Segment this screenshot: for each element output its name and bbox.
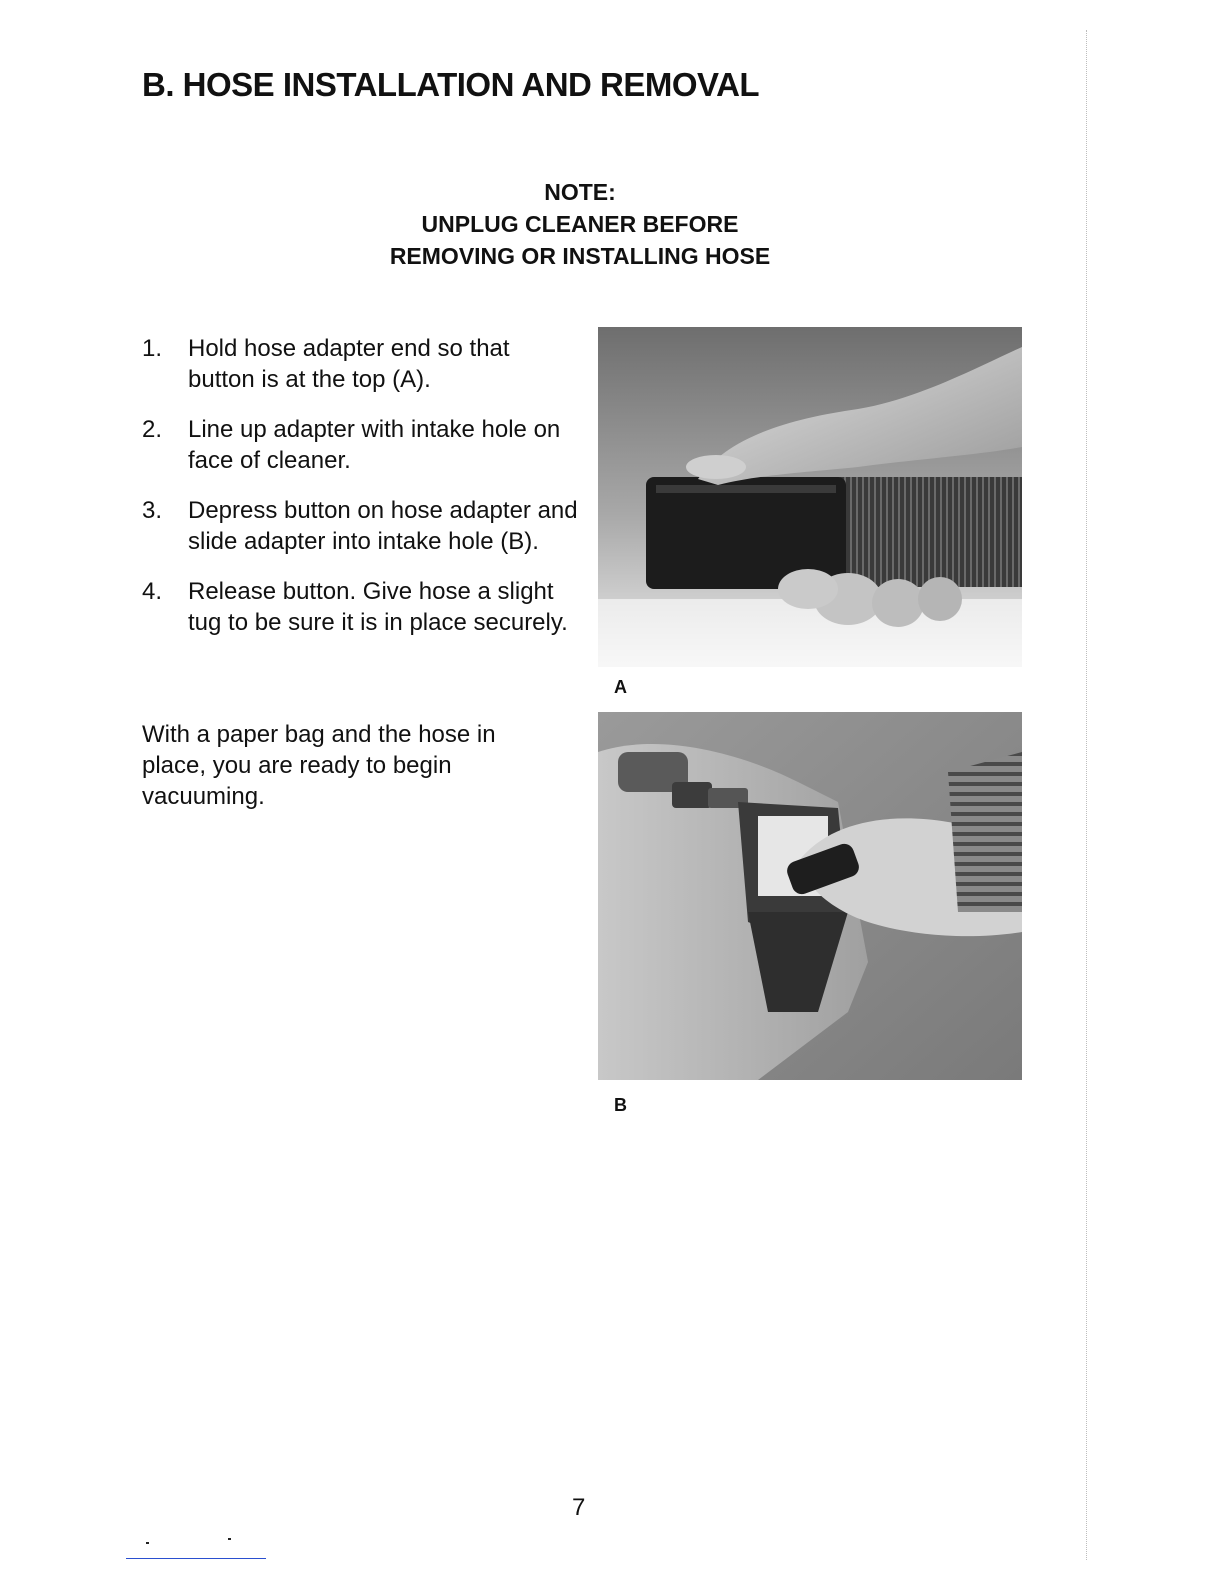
step-item — [142, 576, 582, 638]
instruction-steps — [142, 333, 582, 657]
note-line-1: UNPLUG CLEANER BEFORE — [421, 211, 739, 237]
scan-speck — [228, 1538, 231, 1540]
scan-margin-line — [1086, 30, 1087, 1560]
figure-b-caption: B — [614, 1095, 627, 1115]
step-number: 4. — [142, 578, 163, 605]
figure-a-caption: A — [614, 677, 627, 697]
step-item — [142, 414, 582, 476]
scan-speck — [146, 1542, 149, 1544]
step-number: 1. — [142, 335, 163, 362]
step-text: Hold hose adapter end so that button is at the top (A). — [188, 335, 510, 393]
photo-a-hose-adapter — [598, 327, 1022, 667]
note-line-2: REMOVING OR INSTALLING HOSE — [389, 243, 771, 269]
step-number: 3. — [142, 497, 163, 524]
step-item — [142, 333, 582, 395]
photo-b-intake-hole — [598, 712, 1022, 1080]
step-text: Line up adapter with intake hole on face of cleaner. — [188, 416, 561, 474]
footer-rule — [126, 1558, 266, 1559]
section-title: B. HOSE INSTALLATION AND REMOVAL — [142, 66, 760, 103]
step-item — [142, 495, 582, 557]
hand-holding-adapter-image — [598, 327, 1022, 667]
adapter-into-intake-image — [598, 712, 1022, 1080]
step-text: Release button. Give hose a slight tug to be sure it is in place securely. — [188, 578, 568, 636]
note-heading: NOTE: — [544, 179, 616, 205]
unplug-note — [360, 176, 800, 272]
page-number: 7 — [572, 1494, 586, 1521]
step-text: Depress button on hose adapter and slide adapter into intake hole (B). — [188, 497, 578, 555]
closing-paragraph: With a paper bag and the hose in place, you are ready to begin vacuuming. — [142, 721, 496, 810]
step-number: 2. — [142, 416, 163, 443]
